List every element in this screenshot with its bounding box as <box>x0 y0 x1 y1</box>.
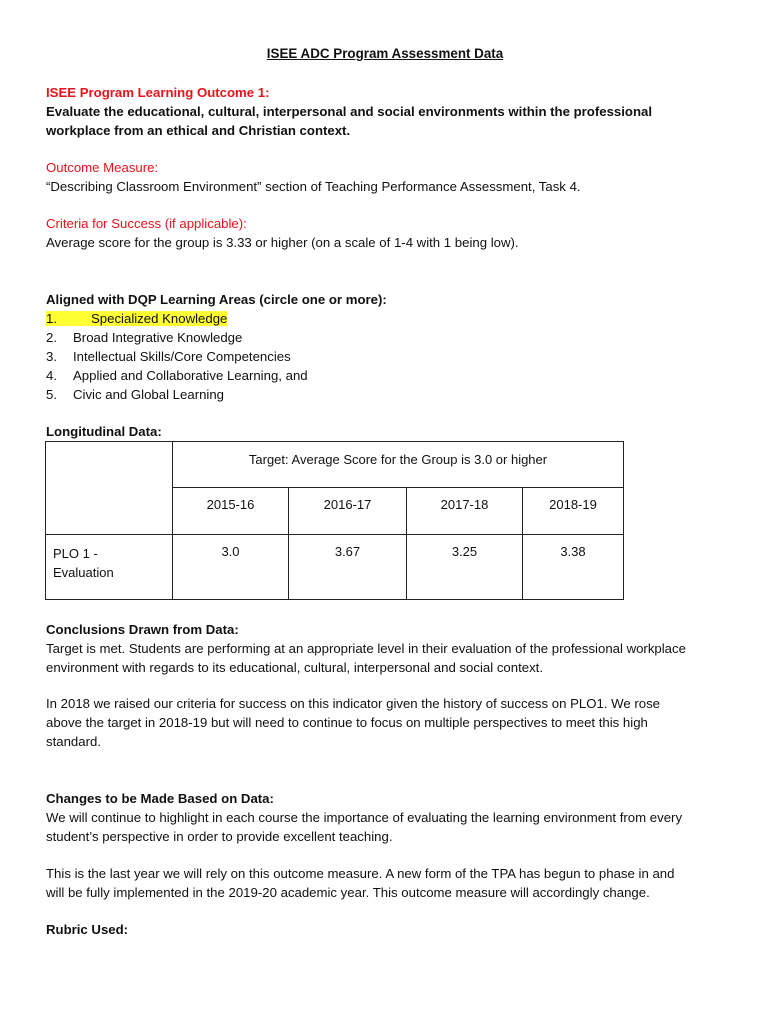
measure-heading: Outcome Measure: <box>46 160 159 175</box>
changes-paragraph-2 <box>46 864 736 902</box>
table-year-header: 2018-19 <box>523 488 624 535</box>
dqp-item-number: 3. <box>46 349 57 364</box>
dqp-item-number: 4. <box>46 368 57 383</box>
dqp-item-4 <box>46 366 308 385</box>
changes-p1-line2: student’s perspective in order to provide excellent teaching. <box>46 829 393 844</box>
page-title: ISEE ADC Program Assessment Data <box>266 46 504 61</box>
conclusions-p2-line2: above the target in 2018-19 but will need to continue to focus on multiple perspectives to meet this high <box>46 715 648 730</box>
conclusions-heading: Conclusions Drawn from Data: <box>46 622 239 637</box>
table-value-cell: 3.0 <box>173 535 289 600</box>
criteria-section <box>46 214 736 252</box>
conclusions-p2-line1: In 2018 we raised our criteria for success on this indicator given the history of success on PLO1. We rose <box>46 696 661 711</box>
row-label-line1: PLO 1 - <box>53 546 98 561</box>
table-value-cell: 3.38 <box>523 535 624 600</box>
table-target-cell: Target: Average Score for the Group is 3.0 or higher <box>173 442 624 488</box>
table-value-cell: 3.25 <box>407 535 523 600</box>
dqp-item-number: 2. <box>46 330 57 345</box>
dqp-item-5 <box>46 385 224 404</box>
changes-p2-line2: will be fully implemented in the 2019-20 academic year. This outcome measure will accordingly change. <box>46 885 650 900</box>
dqp-item-1 <box>46 309 227 328</box>
conclusions-section <box>46 620 736 677</box>
measure-text: “Describing Classroom Environment” section of Teaching Performance Assessment, Task 4. <box>46 179 581 194</box>
dqp-item-label: Civic and Global Learning <box>73 387 225 402</box>
table-year-header: 2015-16 <box>173 488 289 535</box>
table-row-label <box>46 535 173 600</box>
dqp-item-label: Intellectual Skills/Core Competencies <box>73 349 291 364</box>
table-year-header: 2016-17 <box>289 488 407 535</box>
outcome-heading: ISEE Program Learning Outcome 1: <box>46 85 270 100</box>
dqp-item-3 <box>46 347 291 366</box>
changes-p2-line1: This is the last year we will rely on this outcome measure. A new form of the TPA has begun to phase in and <box>46 866 675 881</box>
dqp-item-number: 5. <box>46 387 57 402</box>
measure-section <box>46 158 736 196</box>
outcome-text-line1: Evaluate the educational, cultural, interpersonal and social environments within the professional <box>46 104 653 119</box>
criteria-text: Average score for the group is 3.33 or higher (on a scale of 1-4 with 1 being low). <box>46 235 519 250</box>
outcome-section <box>46 83 736 140</box>
dqp-item-label: Specialized Knowledge <box>91 311 228 326</box>
changes-section <box>46 789 736 846</box>
dqp-item-number: 1. <box>46 311 57 326</box>
conclusions-p2-line3: standard. <box>46 734 101 749</box>
table-corner-cell <box>46 442 173 535</box>
changes-p1-line1: We will continue to highlight in each course the importance of evaluating the learning environment from every <box>46 810 683 825</box>
longitudinal-heading: Longitudinal Data: <box>46 424 162 439</box>
changes-heading: Changes to be Made Based on Data: <box>46 791 274 806</box>
conclusions-p1-line2: environment with regards to its educational, cultural, interpersonal and social context. <box>46 660 543 675</box>
dqp-item-label: Applied and Collaborative Learning, and <box>73 368 308 383</box>
conclusions-paragraph-2 <box>46 694 736 751</box>
outcome-text-line2: workplace from an ethical and Christian context. <box>46 123 351 138</box>
longitudinal-table <box>45 441 624 600</box>
table-year-header: 2017-18 <box>407 488 523 535</box>
dqp-heading: Aligned with DQP Learning Areas (circle one or more): <box>46 292 387 307</box>
conclusions-p1-line1: Target is met. Students are performing at an appropriate level in their evaluation of the professional workplace <box>46 641 686 656</box>
table-value-cell: 3.67 <box>289 535 407 600</box>
criteria-heading: Criteria for Success (if applicable): <box>46 216 247 231</box>
dqp-item-label: Broad Integrative Knowledge <box>73 330 243 345</box>
rubric-heading: Rubric Used: <box>46 922 129 937</box>
dqp-item-2 <box>46 328 242 347</box>
row-label-line2: Evaluation <box>53 565 114 580</box>
